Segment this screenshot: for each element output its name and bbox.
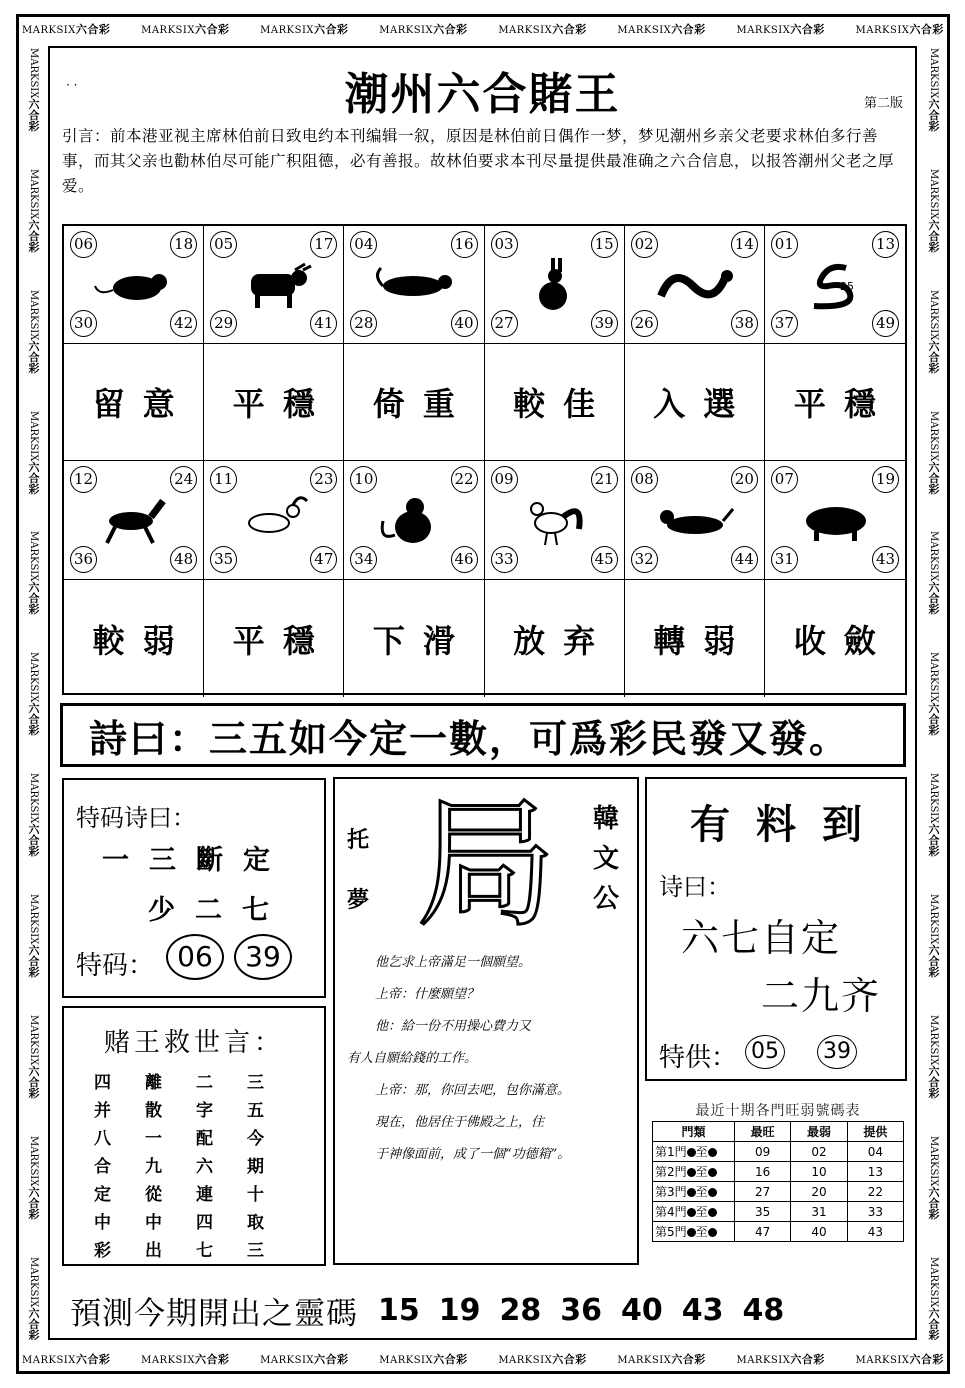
watermark-cjk: 六合彩 [27,1186,40,1220]
tema-ball: 06 [166,934,224,980]
watermark-cjk: 六合彩 [27,1306,40,1340]
number-ball: 44 [731,546,758,573]
watermark-cjk: 六合彩 [927,340,940,374]
number-ball: 37 [771,310,798,337]
watermark-cjk: 六合彩 [433,1353,468,1366]
prediction-row [70,1288,906,1333]
tiger-icon [373,256,455,314]
saying-char: 離 [145,1073,162,1093]
ball-dot-icon [687,1208,696,1217]
watermark-text: MARKSIX六合彩 [927,289,940,374]
special-code-box [62,778,326,998]
stats-cell: 16 [735,1162,791,1182]
page-title: 潮州六合賭王 [344,69,621,120]
watermark-cjk: 六合彩 [927,702,940,736]
watermark-text: MARKSIX六合彩 [27,1014,40,1099]
watermark-cjk: 六合彩 [927,1306,940,1340]
watermark-text: MARKSIX六合彩 [22,1353,111,1366]
watermark-text: MARKSIX六合彩 [855,23,944,36]
stats-door: 第3門 至 [653,1182,735,1202]
special-poem-line1: 一三斷定 [102,845,290,876]
prediction-label: 預測今期開出之靈碼 [70,1296,358,1332]
saying-char: 三 [247,1073,264,1093]
material-heading: 有料到 [690,802,888,848]
prediction-word: 較弱 [64,580,204,697]
saying-char: 彩 [94,1241,111,1261]
number-ball: 48 [170,546,197,573]
prediction-word: 留意 [64,344,204,461]
stats-cell: 31 [791,1202,847,1222]
watermark-text: MARKSIX六合彩 [27,1256,40,1340]
number-ball: 40 [451,310,478,337]
stats-table [652,1121,904,1242]
special-poem-line2: 少二七 [148,895,289,926]
watermark-cjk: 六合彩 [27,581,40,615]
special-offer-label: 特供： [659,1043,738,1073]
stats-header: 提供 [847,1122,903,1142]
number-ball: 26 [631,310,658,337]
stats-cell: 40 [791,1222,847,1242]
number-ball: 38 [731,310,758,337]
watermark-text: MARKSIX六合彩 [22,23,111,36]
number-ball: 28 [350,310,377,337]
stats-cell: 27 [735,1182,791,1202]
watermark-text: MARKSIX六合彩 [927,531,940,615]
watermark-text: MARKSIX六合彩 [927,168,940,253]
stats-cell: 04 [847,1142,903,1162]
story-line: 于神像面前，成了一個“功德箱”。 [375,1147,571,1162]
prediction-word: 平穩 [204,344,344,461]
number-ball: 32 [631,546,658,573]
special-offer-ball: 05 [745,1035,785,1069]
number-ball: 18 [170,231,197,258]
saying-char: 三 [247,1241,264,1261]
number-ball: 02 [631,231,658,258]
ball-dot-icon [708,1228,717,1237]
number-ball: 47 [310,546,337,573]
watermark-cjk: 六合彩 [927,1186,940,1220]
number-ball: 13 [872,231,899,258]
watermark-cjk: 六合彩 [927,219,940,253]
number-ball: 49 [872,310,899,337]
saying-char: 中 [94,1213,111,1233]
corner-dots: · · [66,78,78,92]
watermark-cjk: 六合彩 [927,98,940,132]
number-ball: 19 [872,466,899,493]
saying-char: 配 [196,1129,213,1149]
ball-dot-icon [708,1168,717,1177]
stats-cell: 13 [847,1162,903,1182]
watermark-text: MARKSIX六合彩 [498,23,587,36]
number-ball: 12 [70,466,97,493]
stats-door: 第2門 至 [653,1162,735,1182]
watermark-right [922,48,944,1340]
watermark-cjk: 六合彩 [27,98,40,132]
watermark-cjk: 六合彩 [552,23,587,36]
watermark-text: MARKSIX六合彩 [927,894,940,978]
stats-row [653,1222,904,1242]
number-ball: 04 [350,231,377,258]
big-character: 局 [415,785,557,935]
watermark-text: MARKSIX六合彩 [927,48,940,132]
prediction-word: 收斂 [793,621,894,660]
saying-char: 出 [145,1241,162,1261]
watermark-top [22,18,944,40]
watermark-text: MARKSIX六合彩 [498,1353,587,1366]
watermark-cjk: 六合彩 [927,1065,940,1099]
rat-icon [93,256,175,314]
number-ball: 20 [731,466,758,493]
watermark-text: MARKSIX六合彩 [855,1353,944,1366]
story-line: 上帝：什麼願望？ [375,987,480,1002]
number-ball: 42 [170,310,197,337]
stats-door: 第5門 至 [653,1222,735,1242]
number-ball: 07 [771,466,798,493]
watermark-cjk: 六合彩 [75,23,111,36]
prediction-number: 43 [681,1293,724,1328]
ball-dot-icon [687,1148,696,1157]
snake-icon [794,256,876,314]
horse-icon [93,491,175,549]
zodiac-cell [485,226,625,344]
watermark-cjk: 六合彩 [314,1353,349,1366]
watermark-text: MARKSIX六合彩 [27,48,40,132]
watermark-cjk: 六合彩 [790,23,825,36]
stats-title: 最近十期各門旺弱號碼表 [695,1103,861,1119]
watermark-text: MARKSIX六合彩 [260,23,349,36]
saying-char: 并 [94,1101,111,1121]
number-ball: 39 [591,310,618,337]
material-poem-line2: 二九齐 [761,974,882,1018]
watermark-cjk: 六合彩 [27,219,40,253]
zodiac-cell [765,461,905,580]
saying-char: 十 [247,1185,264,1205]
saying-char: 字 [196,1101,213,1121]
watermark-cjk: 六合彩 [927,581,940,615]
watermark-cjk: 六合彩 [927,460,940,494]
saying-char: 七 [196,1241,213,1261]
number-ball: 34 [350,546,377,573]
material-poem-label: 诗曰： [659,873,731,901]
number-ball: 36 [70,546,97,573]
dream-box [333,777,639,1265]
number-ball: 01 [771,231,798,258]
material-box [645,777,907,1081]
number-ball: 08 [631,466,658,493]
prediction-number: 48 [742,1293,785,1328]
number-ball: 14 [731,231,758,258]
watermark-text: MARKSIX六合彩 [927,1135,940,1220]
watermark-text: MARKSIX六合彩 [27,652,40,736]
stats-row [653,1142,904,1162]
watermark-text: MARKSIX六合彩 [617,1353,706,1366]
story-line: 現在，他居住于佛殿之上，住 [375,1115,545,1130]
stats-door: 第4門 至 [653,1202,735,1222]
stats-header: 最旺 [735,1122,791,1142]
zodiac-cell [765,226,905,344]
number-ball: 15 [591,231,618,258]
number-ball: 06 [70,231,97,258]
ball-dot-icon [687,1168,696,1177]
watermark-cjk: 六合彩 [314,23,349,36]
watermark-cjk: 六合彩 [27,460,40,494]
tema-label: 特码： [76,951,155,981]
saying-char: 二 [196,1073,213,1093]
saying-char: 中 [145,1213,162,1233]
watermark-cjk: 六合彩 [27,702,40,736]
prediction-number: 19 [438,1293,481,1328]
sayings-heading: 赌王救世言： [103,1028,284,1058]
watermark-text: MARKSIX六合彩 [927,1256,940,1340]
dream-left-label: 托夢 [347,828,370,913]
stats-header-row [653,1122,904,1142]
stats-cell: 33 [847,1202,903,1222]
goat-icon [233,491,315,549]
sayings-box [62,1006,326,1266]
ball-dot-icon [708,1188,717,1197]
saying-char: 取 [247,1213,264,1233]
number-ball: 24 [170,466,197,493]
number-ball: 41 [310,310,337,337]
watermark-text: MARKSIX六合彩 [27,289,40,374]
watermark-cjk: 六合彩 [909,1353,944,1366]
number-ball: 27 [491,310,518,337]
watermark-cjk: 六合彩 [671,1353,706,1366]
watermark-text: MARKSIX六合彩 [927,652,940,736]
number-ball: 21 [591,466,618,493]
watermark-text: MARKSIX六合彩 [27,168,40,253]
stats-cell: 43 [847,1222,903,1242]
stats-cell: 10 [791,1162,847,1182]
stats-cell: 20 [791,1182,847,1202]
saying-char: 期 [247,1157,264,1177]
watermark-text: MARKSIX六合彩 [27,1135,40,1220]
watermark-cjk: 六合彩 [909,23,944,36]
watermark-cjk: 六合彩 [671,23,706,36]
dragon-icon [653,256,735,314]
watermark-text: MARKSIX六合彩 [736,23,825,36]
story-line: 他乞求上帝滿足一個願望。 [375,955,532,970]
dream-right-label: 韓文公 [593,804,620,914]
poem-banner: 詩曰：三五如今定一數，可爲彩民發又發。 [60,703,906,767]
number-ball: 11 [210,466,237,493]
saying-char: 定 [94,1185,111,1205]
number-ball: 31 [771,546,798,573]
stats-header: 最弱 [791,1122,847,1142]
watermark-cjk: 六合彩 [194,23,230,36]
number-ball: 09 [491,466,518,493]
ball-dot-icon [708,1208,717,1217]
watermark-cjk: 六合彩 [27,823,40,857]
intro-text: 引言：前本港亚视主席林伯前日致电约本刊编辑一叙，原因是林伯前日偶作一梦，梦见潮州乡亲父老要求林伯多行善事，而其父亲也勸林伯尽可能广积阻德，必有善报。故林伯要求本刊尽量提供最准确之六合信息，以报答潮州父老之厚爱。 [62,127,895,195]
watermark-text: MARKSIX六合彩 [736,1353,825,1366]
watermark-text: MARKSIX六合彩 [27,531,40,615]
watermark-cjk: 六合彩 [927,823,940,857]
prediction-word: 下滑 [344,580,484,697]
dog-icon [653,491,735,549]
zodiac-cell [344,461,484,580]
ox-icon [233,256,315,314]
prediction-word: 倚重 [344,344,484,461]
number-ball: 46 [451,546,478,573]
special-poem-label: 特码诗曰： [76,804,196,832]
prediction-word: 平穩 [765,344,905,461]
edition-label: 第二版 [863,96,903,111]
rooster-icon [513,491,595,549]
number-ball: 10 [350,466,377,493]
pig-icon [794,491,876,549]
watermark-text: MARKSIX六合彩 [927,773,940,857]
number-ball: 05 [210,231,237,258]
saying-char: 今 [247,1129,264,1149]
saying-char: 連 [196,1185,213,1205]
stats-row [653,1202,904,1222]
ball-dot-icon [687,1228,696,1237]
watermark-text: MARKSIX六合彩 [927,1014,940,1099]
zodiac-cell [64,226,204,344]
saying-char: 從 [145,1185,162,1205]
stats-header: 門類 [653,1122,735,1142]
saying-char: 四 [196,1213,213,1233]
prediction-number: 15 [378,1293,420,1328]
saying-char: 九 [145,1157,162,1177]
number-ball: 29 [210,310,237,337]
story-line: 上帝：那，你回去吧，包你滿意。 [375,1083,571,1098]
prediction-word: 轉弱 [625,580,765,697]
watermark-cjk: 六合彩 [194,1353,230,1366]
saying-char: 六 [196,1157,213,1177]
saying-char: 一 [145,1129,162,1149]
saying-char: 八 [94,1129,111,1149]
watermark-text: MARKSIX六合彩 [379,23,468,36]
watermark-cjk: 六合彩 [790,1353,825,1366]
stats-row [653,1162,904,1182]
number-ball: 45 [591,546,618,573]
story-line: 他：給一份不用操心費力又 [375,1019,532,1034]
watermark-cjk: 六合彩 [927,944,940,978]
tema-ball: 39 [234,934,292,980]
number-ball: 22 [451,466,478,493]
ball-dot-icon [687,1188,696,1197]
monkey-icon [373,491,455,549]
rabbit-icon [513,256,595,314]
zodiac-cell [204,226,344,344]
watermark-cjk: 六合彩 [552,1353,587,1366]
dream-story [347,947,627,1171]
watermark-cjk: 六合彩 [27,944,40,978]
watermark-text: MARKSIX六合彩 [27,894,40,978]
number-ball: 30 [70,310,97,337]
big-character-graphic [411,785,561,935]
watermark-text: MARKSIX六合彩 [617,23,706,36]
number-ball: 17 [310,231,337,258]
prediction-number: 28 [499,1293,542,1328]
prediction-word: 入選 [625,344,765,461]
zodiac-cell [485,461,625,580]
zodiac-grid [62,224,907,695]
watermark-cjk: 六合彩 [27,340,40,374]
zodiac-cell [625,461,765,580]
prediction-number: 36 [560,1293,602,1328]
saying-char: 合 [94,1157,111,1177]
prediction-number: 40 [621,1293,663,1328]
sayings-grid [94,1068,298,1261]
watermark-text: MARKSIX六合彩 [927,410,940,494]
stats-cell: 35 [735,1202,791,1222]
number-ball: 43 [872,546,899,573]
watermark-bottom [22,1348,944,1370]
zodiac-cell [344,226,484,344]
watermark-cjk: 六合彩 [75,1353,111,1366]
number-ball: 23 [310,466,337,493]
saying-char: 散 [145,1101,162,1121]
number-ball: 33 [491,546,518,573]
watermark-text: MARKSIX六合彩 [27,410,40,494]
watermark-text: MARKSIX六合彩 [27,773,40,857]
stats-row [653,1182,904,1202]
zodiac-cell [204,461,344,580]
prediction-numbers [378,1293,784,1328]
zodiac-cell [64,461,204,580]
ball-dot-icon [708,1148,717,1157]
watermark-cjk: 六合彩 [433,23,468,36]
stats-cell: 09 [735,1142,791,1162]
prediction-word: 放弃 [485,580,625,697]
watermark-text: MARKSIX六合彩 [379,1353,468,1366]
number-ball: 03 [491,231,518,258]
saying-char: 四 [94,1073,111,1093]
stats-door: 第1門 至 [653,1142,735,1162]
watermark-cjk: 六合彩 [27,1065,40,1099]
saying-char: 五 [247,1101,264,1121]
material-poem-line1: 六七自定 [681,916,842,960]
zodiac-cell [625,226,765,344]
watermark-text: MARKSIX六合彩 [260,1353,349,1366]
prediction-word: 平穩 [204,580,344,697]
number-ball: 35 [210,546,237,573]
watermark-text: MARKSIX六合彩 [141,1353,230,1366]
snake-extra-number: 25 [839,279,854,293]
stats-cell: 22 [847,1182,903,1202]
special-offer-ball: 39 [817,1035,857,1069]
number-ball: 16 [451,231,478,258]
watermark-text: MARKSIX六合彩 [141,23,230,36]
story-line: 有人自願給錢的工作。 [347,1051,478,1066]
prediction-word: 較佳 [485,344,625,461]
watermark-left [22,48,44,1340]
stats-cell: 47 [735,1222,791,1242]
stats-cell: 02 [791,1142,847,1162]
